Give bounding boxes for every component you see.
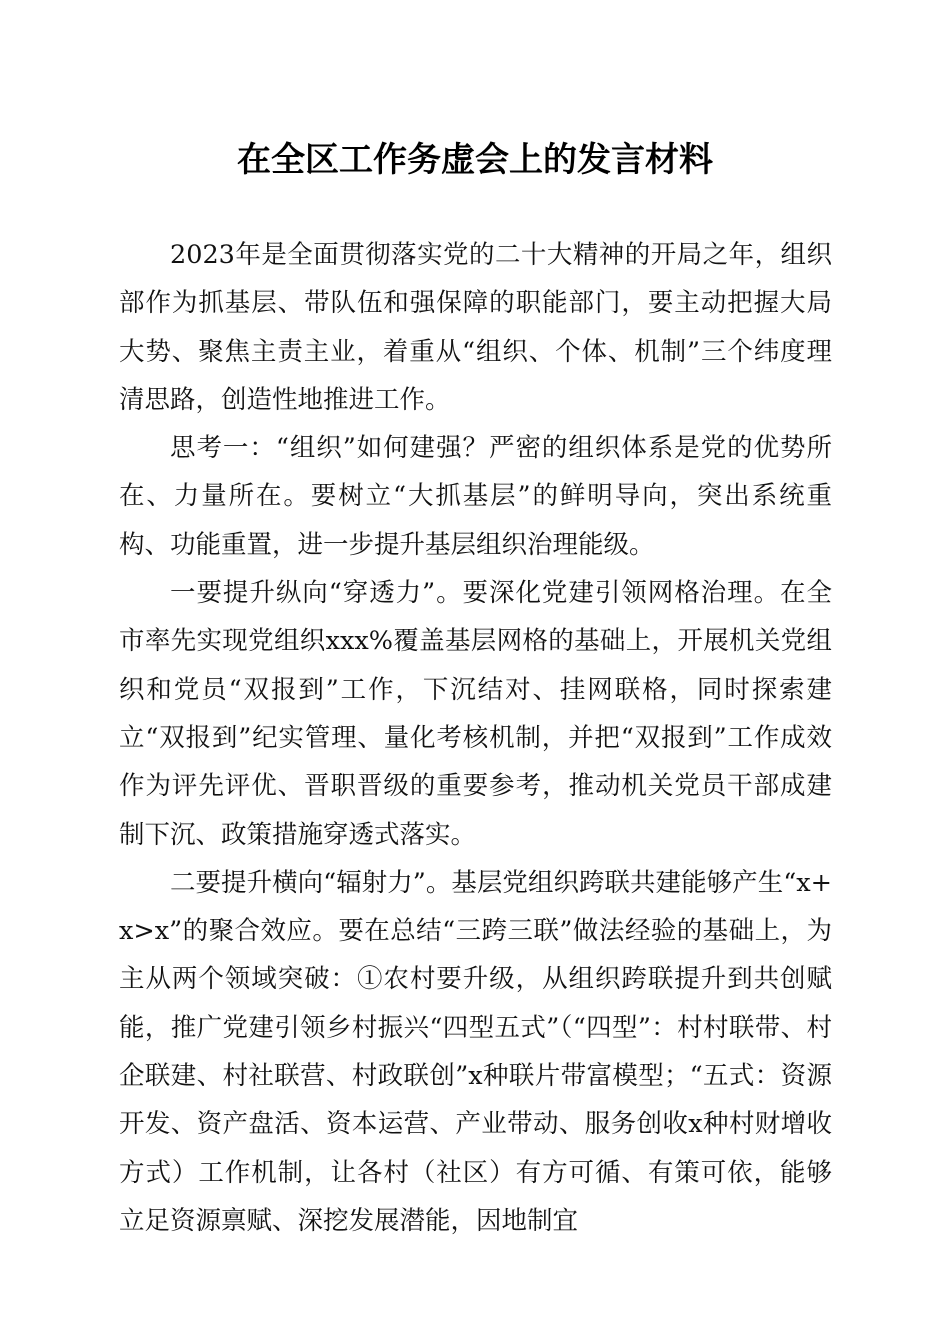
paragraph-point-two: 二要提升横向“辐射力”。基层党组织跨联共建能够产生“x+x>x”的聚合效应。要在总结“三跨三联”做法经验的基础上，为主从两个领域突破：①农村要升级，从组织跨联提升到共创赋能，推广党建引领乡村振兴“四型五式”（“四型”：村村联带、村企联建、村社联营、村政联创”x种联片带富模型；“五式：资源开发、资产盘活、资本运营、产业带动、服务创收x种村财增收方式）工作机制，让各村（社区）有方可循、有策可依，能够立足资源禀赋、深挖发展潜能，因地制宜	[119, 867, 832, 1236]
paragraph-point-one: 一要提升纵向“穿透力”。要深化党建引领网格治理。在全市率先实现党组织xxx%覆盖基层网格的基础上，开展机关党组织和党员“双报到”工作，下沉结对、挂网联格，同时探索建立“双报到”纪实管理、量化考核机制，并把“双报到”工作成效作为评先评优、晋职晋级的重要参考，推动机关党员干部成建制下沉、政策措施穿透式落实。	[119, 578, 832, 850]
paragraph-thought-one: 思考一：“组织”如何建强？严密的组织体系是党的优势所在、力量所在。要树立“大抓基层”的鲜明导向，突出系统重构、功能重置，进一步提升基层组织治理能级。	[119, 433, 832, 560]
document-body	[119, 231, 832, 1245]
paragraph-intro: 2023年是全面贯彻落实党的二十大精神的开局之年，组织部作为抓基层、带队伍和强保障的职能部门，要主动把握大局大势、聚焦主责主业，着重从“组织、个体、机制”三个纬度理清思路，创造性地推进工作。	[119, 240, 832, 415]
document-title: 在全区工作务虚会上的发言材料	[237, 140, 713, 180]
